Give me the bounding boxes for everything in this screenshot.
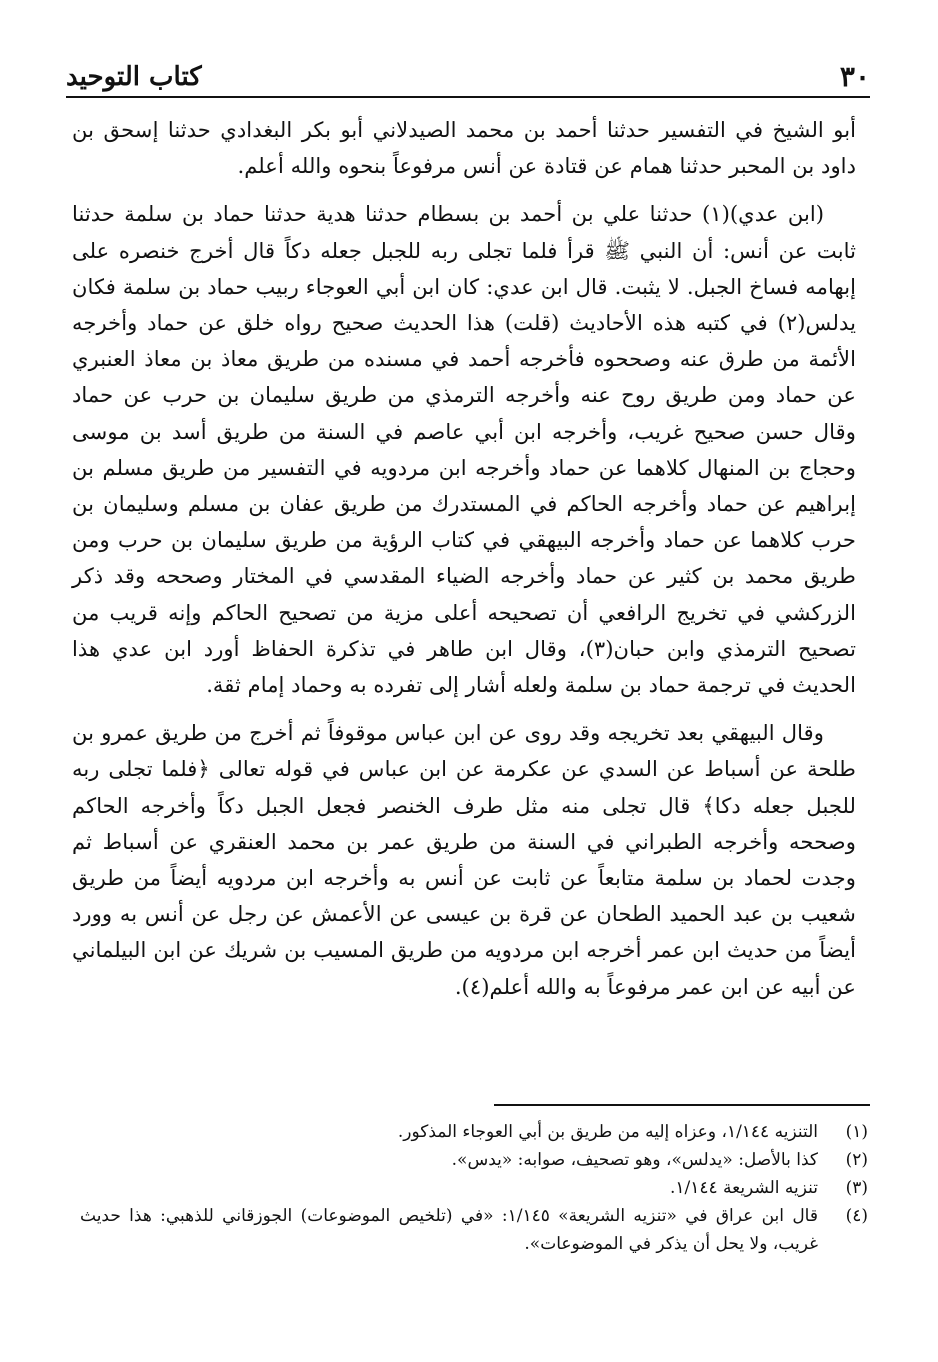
footnote (80, 1118, 868, 1146)
footnote-number: (٢) (845, 1150, 868, 1170)
footnote-text: تنزيه الشريعة ١/١٤٤. (669, 1178, 818, 1198)
footnotes (80, 1118, 868, 1258)
paragraph: (ابن عدي)(١) حدثنا علي بن أحمد بن بسطام حدثنا هدية حدثنا حماد بن سلمة حدثنا ثابت عن أنس: أن النبي ﷺ قرأ فلما تجلى ربه للجبل جعله دكاً قال أخرج خنصره على إبهامه فساخ الجبل. لا يثبت. قال ابن عدي: كان ابن أبي العوجاء ربيب حماد بن سلمة فكان يدلس(٢) في كتبه هذه الأحاديث (قلت) هذا الحديث صحيح رواه خلق عن حماد وأخرجه الأئمة من طرق عنه وصححوه فأخرجه أحمد في مسنده من طريق معاذ بن معاذ العنبري عن حماد ومن طريق روح عنه وأخرجه الترمذي من طريق سليمان بن حرب عن حماد وقال حسن صحيح غريب، وأخرجه ابن أبي عاصم في السنة من طريق أسد بن موسى وحجاج بن المنهال كلاهما عن حماد وأخرجه ابن مردويه في التفسير من طريق مسلم بن إبراهيم عن حماد وأخرجه الحاكم في المستدرك من طريق عفان بن مسلم وسليمان بن حرب كلاهما عن حماد وأخرجه البيهقي في كتاب الرؤية من طريق سليمان بن حرب ومن طريق محمد بن كثير عن حماد وأخرجه الضياء المقدسي في المختار وصححه وقد ذكر الزركشي في تخريج الرافعي أن تصحيحه أعلى مزية من تصحيح الحاكم وإنه قريب من تصحيح الترمذي وابن حبان(٣)، وقال ابن طاهر في تذكرة الحفاظ أورد ابن عدي هذا الحديث في ترجمة حماد بن سلمة ولعله أشار إلى تفرده به وحماد إمام ثقة. (72, 201, 857, 698)
footnote-number: (٣) (845, 1178, 868, 1198)
footnote-text: قال ابن عراق في «تنزيه الشريعة» ١/١٤٥: «في (تلخيص الموضوعات) الجوزقاني للذهبي: هذا حديث غريب، ولا يحل أن يذكر في الموضوعات». (80, 1206, 818, 1254)
footnote-number: (٤) (845, 1206, 868, 1226)
paragraph: أبو الشيخ في التفسير حدثنا أحمد بن محمد الصيدلاني أبو بكر البغدادي حدثنا إسحق بن داود بن المحبر حدثنا همام عن قتادة عن أنس مرفوعاً بنحوه والله أعلم. (72, 117, 856, 179)
footnote (80, 1202, 868, 1258)
footnote (80, 1146, 868, 1174)
footnote-text: التنزيه ١/١٤٤، وعزاه إليه من طريق بن أبي العوجاء المذكور. (397, 1122, 818, 1142)
main-text (72, 112, 856, 1005)
footnote-text: كذا بالأصل: «يدلس»، وهو تصحيف، صوابه: «يدس». (451, 1150, 818, 1170)
page-header (66, 58, 870, 96)
book-title: كتاب التوحيد (66, 62, 202, 92)
header-rule (66, 96, 870, 98)
page-number: ٣٠ (839, 60, 870, 93)
footnote-number: (١) (845, 1122, 868, 1142)
footnote (80, 1174, 868, 1202)
footnote-separator (494, 1104, 870, 1106)
paragraph: وقال البيهقي بعد تخريجه وقد روى عن ابن عباس موقوفاً ثم أخرج من طريق عمرو بن طلحة عن أسباط عن السدي عن عكرمة عن ابن عباس في قوله تعالى ﴿فلما تجلى ربه للجبل جعله دكا﴾ قال تجلى منه مثل طرف الخنصر فجعل الجبل دكاً وأخرجه الحاكم وصححه وأخرجه الطبراني في السنة من طريق عمر بن محمد العنقري عن أسباط ثم وجدت لحماد بن سلمة متابعاً عن ثابت عن أنس به وأخرجه ابن مردويه أيضاً من طريق شعيب بن عبد الحميد الطحان عن قرة بن عيسى عن الأعمش عن رجل عن أنس به وورد أيضاً من حديث ابن عمر أخرجه ابن مردويه من طريق المسيب بن شريك عن ابن البيلماني عن أبيه عن ابن عمر مرفوعاً به والله أعلم(٤). (72, 720, 856, 999)
